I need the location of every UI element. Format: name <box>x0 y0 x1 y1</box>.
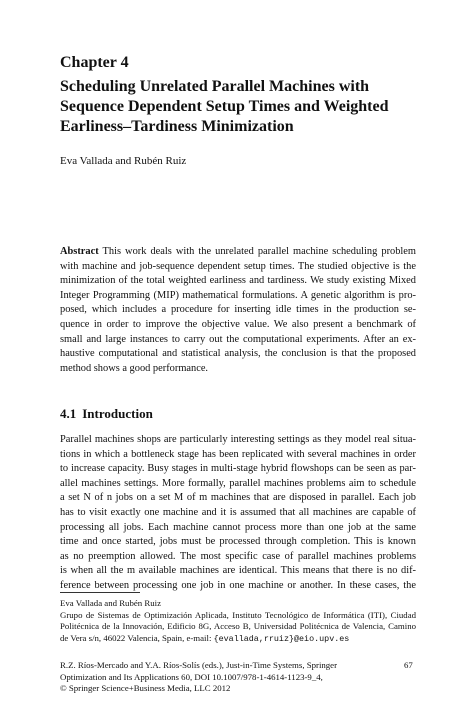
footnote <box>60 598 416 645</box>
footnote-address: de Vera s/n, 46022 Valencia, Spain, e-mail: <box>60 632 214 643</box>
body-line: time and once started, jobs must be processed through completion. This is known <box>60 536 416 548</box>
abstract-label: Abstract <box>60 246 99 257</box>
citation-line: Optimization and Its Applications 60, DOI 10.1007/978-1-4614-1123-9_4, <box>60 671 323 682</box>
body-line: ference between processing one job in one machine or another. In these cases, the <box>60 579 416 591</box>
abstract-line: method shows a good performance. <box>60 362 209 374</box>
page-number: 67 <box>404 660 413 670</box>
chapter-title-line: Earliness–Tardiness Minimization <box>60 118 294 135</box>
abstract-line: haustive computational and statistical analysis, the conclusion is that the proposed <box>60 348 416 360</box>
chapter-title <box>60 77 460 137</box>
email-link[interactable]: {evallada,rruiz}@eio.upv.es <box>213 633 350 644</box>
section-heading <box>60 406 153 422</box>
chapter-label: Chapter 4 <box>60 54 129 71</box>
body-line: allel machines settings. More formally, parallel machines problems aim to schedule <box>60 477 416 489</box>
body-line: a set N of n jobs on a set M of m machines that are disposed in parallel. Each job <box>60 492 416 504</box>
abstract-line: This work deals with the unrelated parallel machine scheduling problem <box>98 246 416 257</box>
chapter-title-line: Sequence Dependent Setup Times and Weighted <box>60 98 389 115</box>
citation-line: R.Z. Ríos-Mercado and Y.A. Ríos-Solís (eds.), Just-in-Time Systems, Springer <box>60 660 338 670</box>
abstract-line: posed, which includes a procedure for inserting idle times in the production se- <box>60 304 416 316</box>
body-text <box>60 433 416 594</box>
abstract-line: quence in order to improve the objective value. We also present a benchmark of <box>60 318 416 330</box>
abstract-line: small and large instances to carry out the computational experiments. After an ex- <box>60 333 416 345</box>
abstract-line: with machine and job-sequence dependent setup times. The studied objective is the <box>60 260 416 272</box>
body-line: Parallel machines shops are particularly interesting settings as they model real situa- <box>60 434 416 445</box>
body-line: processing all jobs. Each machine cannot process more than one job at the same <box>60 521 416 533</box>
chapter-title-line: Scheduling Unrelated Parallel Machines with <box>60 78 370 95</box>
footnote-authors: Eva Vallada and Rubén Ruiz <box>60 598 161 608</box>
footnote-line: Grupo de Sistemas de Optimización Aplicada, Instituto Tecnológico de Informática (ITI), Ciudad <box>60 609 416 620</box>
abstract-line: Integer Programming (MIP) mathematical formulations. A genetic algorithm is pro- <box>60 289 416 301</box>
body-line: is when all the m available machines are identical. This means that there is no dif- <box>60 565 416 577</box>
body-line: has to visit exactly one machine and it is assumed that all machines are capable of <box>60 506 416 518</box>
body-line: to increase capacity. Busy stages in multi-stage hybrid flowshops can be seen as par- <box>60 463 416 475</box>
section-number: 4.1 <box>60 406 77 421</box>
citation-line: © Springer Science+Business Media, LLC 2012 <box>60 683 231 693</box>
footnote-rule <box>60 592 140 593</box>
citation <box>60 660 416 695</box>
body-line: tions in which a bottleneck stage has been replicated with several machines in order <box>60 448 416 460</box>
footnote-line: Politécnica de la Innovación, Edificio 8G, Acceso B, Universidad Politécnica de Valencia, Camino <box>60 621 416 631</box>
abstract <box>60 245 416 376</box>
author-list: Eva Vallada and Rubén Ruiz <box>60 155 187 167</box>
abstract-line: minimization of the total weighted earliness and tardiness. We study existing Mixed <box>60 275 416 287</box>
section-title: Introduction <box>82 406 153 421</box>
body-line: as no preemption allowed. The most specific case of parallel machines problems <box>60 550 416 562</box>
